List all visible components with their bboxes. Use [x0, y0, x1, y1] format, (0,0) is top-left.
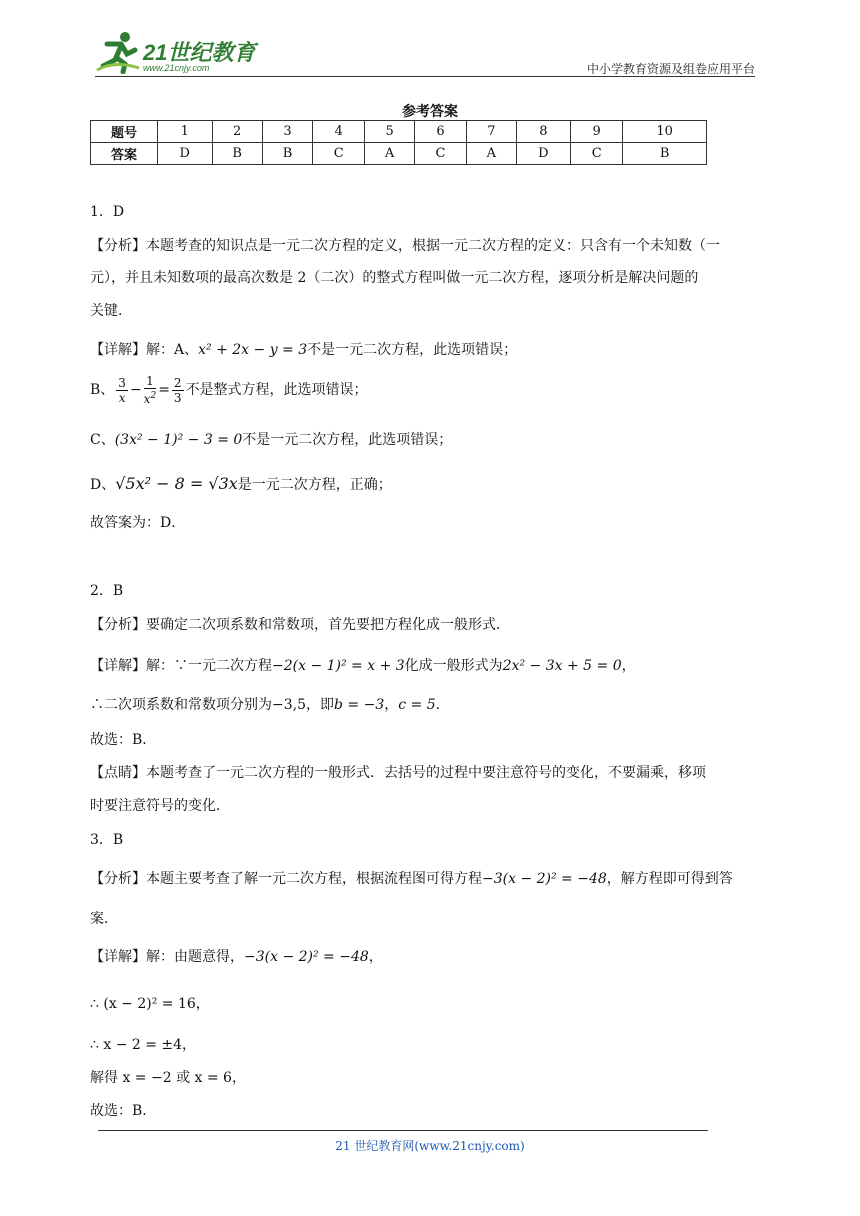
- math-expression: −3,5: [272, 697, 306, 713]
- text: 是一元二次方程，正确；: [237, 477, 392, 493]
- q2-comment-line: 时要注意符号的变化．: [90, 798, 230, 814]
- table-cell: 1: [158, 121, 213, 143]
- table-cell: 7: [467, 121, 517, 143]
- q3-step: ∴ (x − 2)² = 16，: [90, 996, 210, 1012]
- table-cell: 9: [571, 121, 623, 143]
- text: 化成一般形式为: [404, 658, 503, 674]
- math-expression: √5x² − 8 = √3x: [115, 474, 238, 493]
- page-header: [95, 30, 755, 77]
- q1-detail-b: B、 $\frac{3}{x}$ − $\frac{1}{x^2}$ = $\frac{2}{3}$ 不是整式方程，此选项错误；: [90, 374, 368, 406]
- table-cell: 5: [365, 121, 415, 143]
- q1-detail-c: [90, 429, 452, 449]
- footer-divider: [98, 1130, 708, 1131]
- fraction: $\frac{1}{x^2}$: [143, 374, 157, 406]
- q2-conclusion: 故选：B．: [90, 732, 157, 748]
- q1-analysis-line: 【分析】本题考查的知识点是一元二次方程的定义，根据一元二次方程的定义：只含有一个未知数（一: [90, 238, 720, 254]
- table-cell: A: [365, 143, 415, 165]
- text: 【详解】解：A、: [90, 342, 199, 358]
- text: ，: [384, 697, 399, 713]
- table-cell: B: [212, 143, 262, 165]
- logo-text: 21世纪教育: [143, 40, 256, 65]
- text: 不是整式方程，此选项错误；: [185, 382, 368, 398]
- text: D、: [90, 477, 116, 493]
- table-cell: 2: [212, 121, 262, 143]
- math-expression: −3(x − 2)² = −48: [482, 871, 607, 887]
- table-cell: 6: [414, 121, 466, 143]
- q1-analysis-line: 元），并且未知数项的最高次数是 2（二次）的整式方程叫做一元二次方程，逐项分析是解决问题的: [90, 270, 699, 286]
- text: ．: [435, 697, 450, 713]
- q1-detail-d: [90, 474, 392, 494]
- runner-logo-icon: [95, 30, 141, 74]
- table-cell: C: [571, 143, 623, 165]
- text: ，: [621, 658, 636, 674]
- table-cell: B: [262, 143, 312, 165]
- q2-heading: 2．B: [90, 583, 124, 599]
- table-cell: A: [467, 143, 517, 165]
- table-cell: C: [313, 143, 365, 165]
- q2-detail: [90, 655, 636, 675]
- q2-comment-line: 【点睛】本题考查了一元二次方程的一般形式．去括号的过程中要注意符号的变化，不要漏乘，移项: [90, 765, 706, 781]
- table-cell: 3: [262, 121, 312, 143]
- text: 【分析】本题主要考查了解一元二次方程，根据流程图可得方程: [90, 871, 482, 887]
- logo-url: www.21cnjy.com: [143, 63, 210, 73]
- fraction: $\frac{3}{x}$: [118, 375, 126, 405]
- platform-name: 中小学教育资源及组卷应用平台: [586, 62, 755, 76]
- table-row: [91, 121, 707, 143]
- q1-heading: 1．D: [90, 204, 125, 220]
- math-expression: b = −3: [334, 697, 385, 713]
- row-label: 答案: [91, 143, 158, 165]
- text: B、: [90, 382, 115, 398]
- table-cell: 4: [313, 121, 365, 143]
- text: C、: [90, 432, 115, 448]
- text: 不是一元二次方程，此选项错误；: [242, 432, 453, 448]
- text: ，解方程即可得到答: [606, 871, 733, 887]
- text: 【详解】解：由题意得，: [90, 949, 244, 965]
- q3-conclusion: 故选：B．: [90, 1103, 157, 1119]
- text: ，即: [306, 697, 334, 713]
- text: ∴二次项系数和常数项分别为: [90, 697, 272, 713]
- logo: [95, 30, 295, 74]
- q2-analysis: 【分析】要确定二次项系数和常数项，首先要把方程化成一般形式．: [90, 617, 510, 633]
- footer-link[interactable]: 21 世纪教育网(www.21cnjy.com): [335, 1139, 525, 1153]
- table-cell: B: [623, 143, 707, 165]
- q1-conclusion: 故答案为：D．: [90, 515, 186, 531]
- table-cell: C: [414, 143, 466, 165]
- q1-detail-a: [90, 339, 517, 359]
- text: 【详解】解：∵一元二次方程: [90, 658, 272, 674]
- text: ，: [368, 949, 383, 965]
- math-expression: −3(x − 2)² = −48: [244, 949, 369, 965]
- math-expression: −2(x − 1)² = x + 3: [272, 658, 405, 674]
- page-title: 参考答案: [402, 104, 458, 120]
- q3-analysis-line: [90, 868, 733, 888]
- q3-step: ∴ x − 2 = ±4，: [90, 1037, 197, 1053]
- table-row: [91, 143, 707, 165]
- math-expression: x² + 2x − y = 3: [198, 342, 308, 358]
- text: 不是一元二次方程，此选项错误；: [307, 342, 518, 358]
- math-expression: 2x² − 3x + 5 = 0: [502, 658, 622, 674]
- table-cell: 10: [623, 121, 707, 143]
- row-label: 题号: [91, 121, 158, 143]
- q3-heading: 3．B: [90, 832, 124, 848]
- q3-step: 解得 x = −2 或 x = 6，: [90, 1070, 246, 1086]
- q3-analysis-line: 案．: [90, 911, 118, 927]
- table-cell: D: [516, 143, 571, 165]
- q3-detail: [90, 946, 383, 966]
- table-cell: 8: [516, 121, 571, 143]
- q1-analysis-line: 关键．: [90, 303, 132, 319]
- math-expression: c = 5: [398, 697, 436, 713]
- answer-table: [90, 120, 707, 165]
- math-expression: (3x² − 1)² − 3 = 0: [114, 432, 243, 448]
- q2-result: [90, 694, 450, 714]
- table-cell: D: [158, 143, 213, 165]
- fraction: $\frac{2}{3}$: [173, 375, 182, 405]
